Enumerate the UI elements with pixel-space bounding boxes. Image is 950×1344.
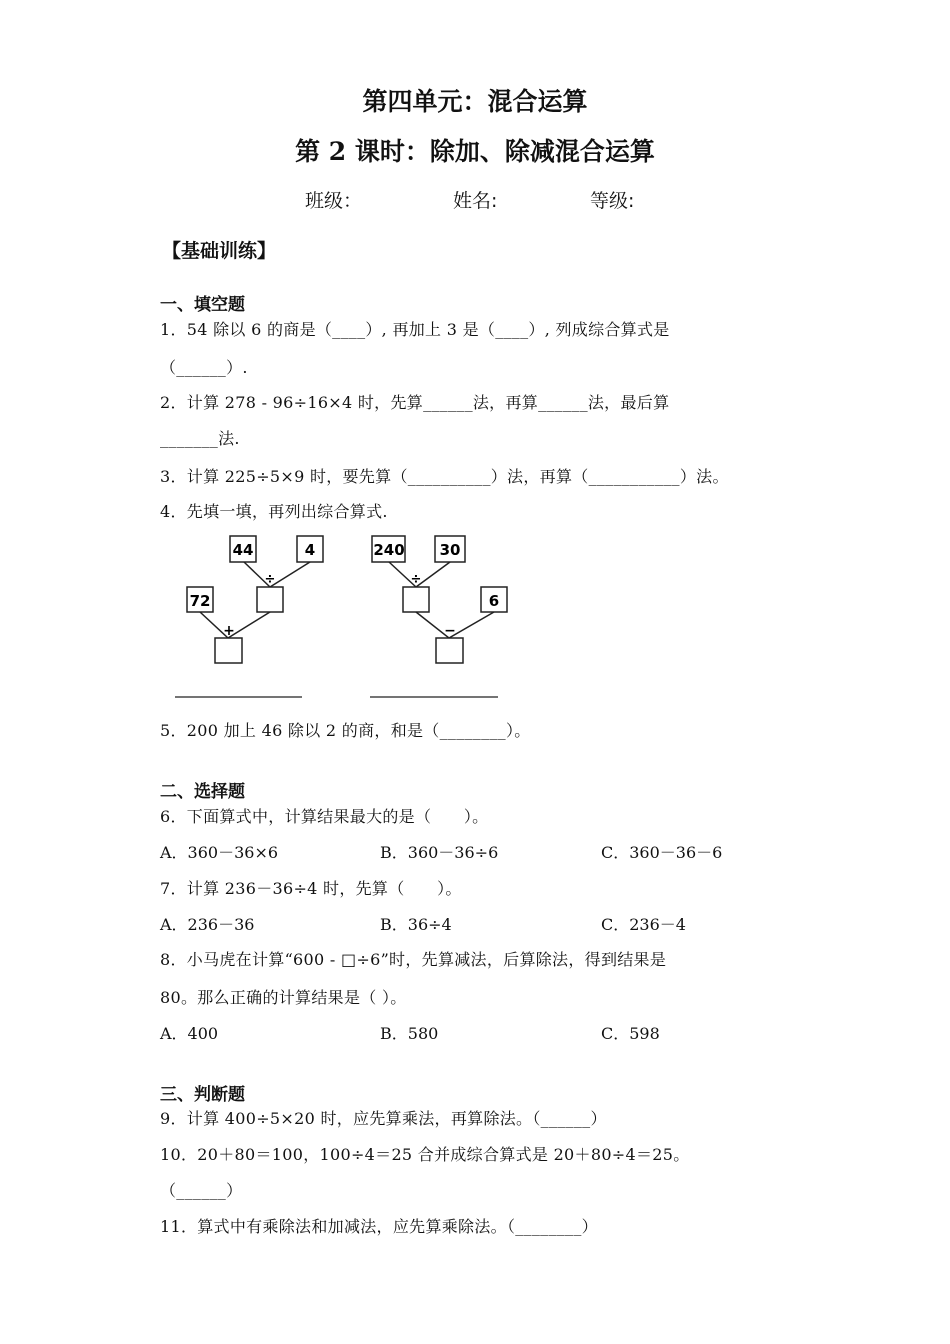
question-10-line-1: 10．20＋80＝100，100÷4＝25 合并成综合算式是 20＋80÷4＝25。 xyxy=(160,1145,690,1164)
question-11: 11．算式中有乘除法和加减法，应先算乘除法。（________） xyxy=(160,1217,598,1236)
question-7-option-c[interactable]: C．236－4 xyxy=(601,915,686,934)
question-8-line-2: 80。那么正确的计算结果是（ ）。 xyxy=(160,988,407,1007)
diagram-2-right-value: 6 xyxy=(488,592,500,610)
section-judge-heading: 三、判断题 xyxy=(160,1085,245,1105)
diagram-1-top-right-value: 4 xyxy=(304,541,316,559)
question-8-option-a[interactable]: A．400 xyxy=(160,1024,219,1043)
question-8-option-b[interactable]: B．580 xyxy=(380,1024,439,1043)
question-8-line-1: 8．小马虎在计算“600 - □÷6”时，先算减法，后算除法，得到结果是 xyxy=(160,950,667,969)
diagram-1-top-left-value: 44 xyxy=(232,541,254,559)
diagram-1-box-bottom xyxy=(215,638,242,663)
question-8-option-c[interactable]: C．598 xyxy=(601,1024,660,1043)
basic-training-heading: 【基础训练】 xyxy=(162,240,277,262)
question-7-option-a[interactable]: A．236－36 xyxy=(160,915,255,934)
unit-title: 第四单元：混合运算 xyxy=(362,87,588,116)
class-label: 班级： xyxy=(305,190,363,212)
diagram-2-top-right-value: 30 xyxy=(439,541,461,559)
question-5: 5．200 加上 46 除以 2 的商，和是（________）。 xyxy=(160,721,531,740)
question-7-option-b[interactable]: B．36÷4 xyxy=(380,915,452,934)
diagram-2-minus-operator: − xyxy=(444,623,456,639)
question-6: 6．下面算式中，计算结果最大的是（ ）。 xyxy=(160,807,489,826)
question-7: 7．计算 236－36÷4 时，先算（ ）。 xyxy=(160,879,462,898)
question-3: 3．计算 225÷5×9 时，要先算（__________）法，再算（___________）法。 xyxy=(160,467,729,486)
question-6-option-b[interactable]: B．360－36÷6 xyxy=(380,843,499,862)
question-2-line-1: 2．计算 278 - 96÷16×4 时，先算______法，再算______法，最后算 xyxy=(160,393,670,412)
diagram-2-divide-operator: ÷ xyxy=(410,572,422,587)
question-10-line-2: （______） xyxy=(160,1181,243,1200)
diagram-2-box-middle xyxy=(403,587,429,612)
operation-tree-diagrams xyxy=(160,530,540,710)
question-1-line-1: 1．54 除以 6 的商是（____）, 再加上 3 是（____）, 列成综合算式是 xyxy=(160,320,670,339)
question-9: 9．计算 400÷5×20 时，应先算乘法，再算除法。（______） xyxy=(160,1109,607,1128)
question-4: 4．先填一填，再列出综合算式. xyxy=(160,502,388,521)
question-6-option-c[interactable]: C．360－36－6 xyxy=(601,843,723,862)
name-label: 姓名: xyxy=(453,190,498,212)
question-6-option-a[interactable]: A．360－36×6 xyxy=(160,843,279,862)
section-choice-heading: 二、选择题 xyxy=(160,782,245,802)
diagram-1-divide-operator: ÷ xyxy=(264,572,276,587)
diagram-1-left-value: 72 xyxy=(189,592,211,610)
grade-label: 等级: xyxy=(590,190,635,212)
diagram-2-top-left-value: 240 xyxy=(373,541,405,559)
lesson-title: 第 2 课时：除加、除减混合运算 xyxy=(295,137,655,166)
diagram-1-plus-operator: + xyxy=(223,623,235,639)
diagram-2-box-bottom xyxy=(436,638,463,663)
diagram-1-box-middle xyxy=(257,587,283,612)
question-1-line-2: （______）. xyxy=(160,358,248,377)
section-fill-in-heading: 一、填空题 xyxy=(160,295,245,315)
question-2-line-2: _______法. xyxy=(160,429,240,448)
